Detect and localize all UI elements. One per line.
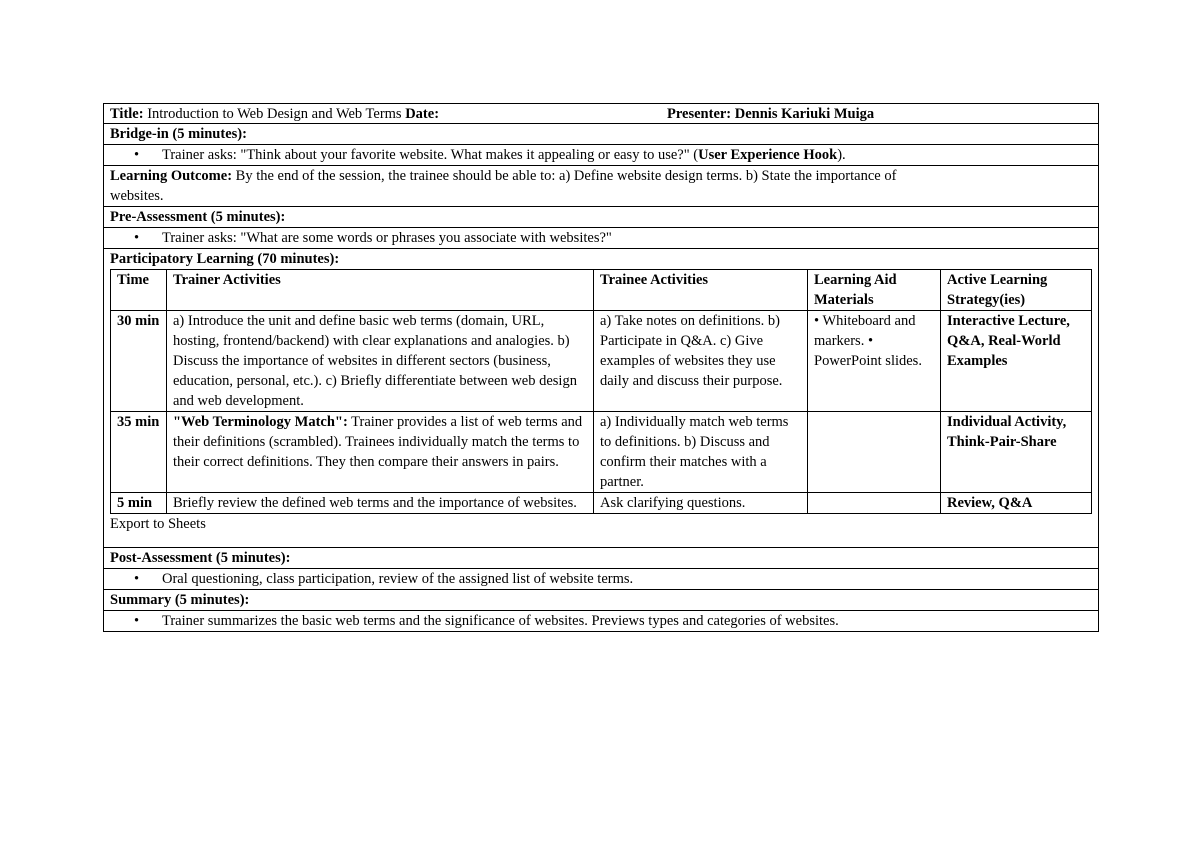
- header-trainee-activities: Trainee Activities: [594, 270, 808, 311]
- table-header-row: [111, 270, 1092, 311]
- row-time: 5 min: [111, 493, 167, 514]
- date-label: Date:: [405, 106, 440, 122]
- summary-item: [103, 611, 1099, 632]
- row-trainee-activity: a) Individually match web terms to definitions. b) Discuss and confirm their matches with a partner.: [594, 412, 808, 493]
- row-materials: [808, 412, 941, 493]
- table-row: [111, 412, 1092, 493]
- post-assessment-text: Oral questioning, class participation, review of the assigned list of website terms.: [162, 571, 634, 587]
- summary-text: Trainer summarizes the basic web terms and the significance of websites. Previews types and categories of websites.: [162, 613, 839, 629]
- row-strategy: Review, Q&A: [941, 493, 1092, 514]
- row-time: 35 min: [111, 412, 167, 493]
- bridge-in-text: Trainer asks: "Think about your favorite website. What makes it appealing or easy to use?" (: [162, 147, 699, 163]
- title-label: Title:: [110, 106, 144, 122]
- table-row: [111, 311, 1092, 412]
- pre-assessment-item: [103, 228, 1099, 249]
- bridge-in-item: [103, 145, 1099, 166]
- row-trainer-activity: a) Introduce the unit and define basic web terms (domain, URL, hosting, frontend/backend) with clear explanations and analogies. b) Discuss the importance of websites in different sectors (business, education, personal, etc.). c) Briefly differentiate between web design and web development.: [167, 311, 594, 412]
- pre-assessment-heading: Pre-Assessment (5 minutes):: [103, 207, 1099, 228]
- learning-outcome-text-cont: websites.: [110, 188, 164, 204]
- lesson-plan-document: [103, 103, 1099, 632]
- bullet-icon: •: [134, 613, 140, 629]
- spacer: [103, 534, 1099, 548]
- bullet-icon: •: [134, 230, 140, 246]
- export-to-sheets-link[interactable]: Export to Sheets: [103, 514, 1099, 534]
- header-time: Time: [111, 270, 167, 311]
- row-trainer-activity-text: Trainer provides a list of web terms and their definitions (scrambled). Trainees individually match the terms to their correct definitions. They then compare their answers in pairs.: [173, 414, 583, 470]
- title-value: Introduction to Web Design and Web Terms: [147, 106, 402, 122]
- title-row: [103, 104, 1099, 124]
- row-strategy: Individual Activity, Think-Pair-Share: [941, 412, 1092, 493]
- bullet-icon: •: [134, 571, 140, 587]
- participatory-heading: Participatory Learning (70 minutes):: [103, 249, 1099, 269]
- header-strategy: Active Learning Strategy(ies): [941, 270, 1092, 311]
- summary-heading: Summary (5 minutes):: [103, 590, 1099, 611]
- bridge-in-after: ).: [837, 147, 846, 163]
- table-row: [111, 493, 1092, 514]
- presenter-label: Presenter:: [667, 106, 732, 122]
- row-trainee-activity: Ask clarifying questions.: [594, 493, 808, 514]
- pre-assessment-text: Trainer asks: "What are some words or phrases you associate with websites?": [162, 230, 612, 246]
- row-strategy: Interactive Lecture, Q&A, Real-World Examples: [941, 311, 1092, 412]
- learning-outcome-text: By the end of the session, the trainee should be able to: a) Define website design terms. b) State the importance of: [235, 168, 897, 184]
- row-materials: • Whiteboard and markers. • PowerPoint slides.: [808, 311, 941, 412]
- row-trainee-activity: a) Take notes on definitions. b) Participate in Q&A. c) Give examples of websites they use daily and discuss their purpose.: [594, 311, 808, 412]
- bridge-in-heading: Bridge-in (5 minutes):: [103, 124, 1099, 145]
- activities-table: [110, 269, 1092, 514]
- post-assessment-heading: Post-Assessment (5 minutes):: [103, 548, 1099, 569]
- presenter-name: Dennis Kariuki Muiga: [734, 106, 875, 122]
- activities-table-wrap: [103, 269, 1099, 514]
- header-trainer-activities: Trainer Activities: [167, 270, 594, 311]
- bullet-icon: •: [134, 147, 140, 163]
- bridge-in-bold: User Experience Hook: [698, 147, 838, 163]
- row-materials: [808, 493, 941, 514]
- learning-outcome: [103, 166, 1099, 207]
- post-assessment-item: [103, 569, 1099, 590]
- row-time: 30 min: [111, 311, 167, 412]
- row-trainer-activity-bold: "Web Terminology Match":: [173, 414, 348, 430]
- presenter: [667, 104, 874, 124]
- row-trainer-activity: [167, 412, 594, 493]
- learning-outcome-label: Learning Outcome:: [110, 168, 233, 184]
- row-trainer-activity: Briefly review the defined web terms and the importance of websites.: [167, 493, 594, 514]
- header-learning-aid: Learning Aid Materials: [808, 270, 941, 311]
